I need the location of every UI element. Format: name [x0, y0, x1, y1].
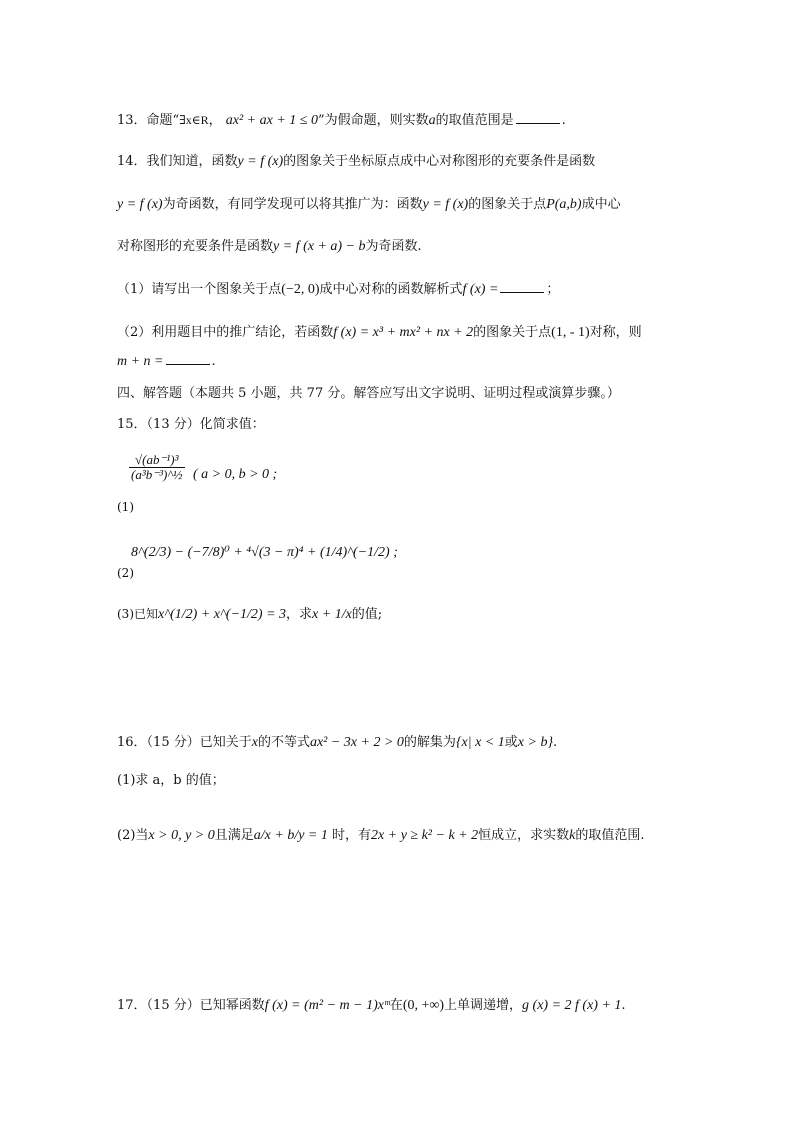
question-14-line-1: 14．我们知道，函数y = f (x)的图象关于坐标原点成中心对称图形的充要条件是函数 [117, 154, 596, 169]
answer-blank [500, 280, 544, 293]
question-15-part-3: (3)已知x^(1/2) + x^(−1/2) = 3，求x + 1/x的值; [117, 607, 383, 622]
answer-blank [516, 111, 560, 124]
question-14-part-2-answer: m + n = . [117, 354, 216, 369]
question-14-line-2: y = f (x)为奇函数，有同学发现可以将其推广为：函数y = f (x)的图象关于点P(a,b)成中心 [117, 197, 621, 212]
question-14-part-1: （1）请写出一个图象关于点(−2, 0)成中心对称的函数解析式f (x) = ； [117, 282, 560, 297]
answer-blank [166, 352, 210, 365]
question-14-line-3: 对称图形的充要条件是函数y = f (x + a) − b为奇函数. [117, 239, 422, 254]
question-16-heading: 16．（15 分）已知关于x的不等式ax² − 3x + 2 > 0的解集为{x| x < 1或x > b}. [117, 735, 558, 750]
section-heading: 四、解答题（本题共 5 小题，共 77 分。解答应写出文字说明、证明过程或演算步骤。） [117, 386, 620, 401]
question-16-part-1: (1)求 a，b 的值； [117, 773, 225, 788]
question-13: 13．命题“∃x∈R， ax² + ax + 1 ≤ 0”为假命题，则实数a的取值范围是 . [117, 113, 566, 128]
question-17-heading: 17．（15 分）已知幂函数f (x) = (m² − m − 1)xᵐ在(0, +∞)上单调递增，g (x) = 2 f (x) + 1. [117, 998, 626, 1013]
question-15-heading: 15．（13 分）化简求值： [117, 417, 265, 432]
question-14-part-2: （2）利用题目中的推广结论，若函数f (x) = x³ + mx² + nx + 2的图象关于点(1, - 1)对称，则 [117, 325, 642, 340]
question-16-part-2: (2)当x > 0, y > 0且满足a/x + b/y = 1 时，有2x + y ≥ k² − k + 2恒成立，求实数k的取值范围. [117, 828, 645, 843]
fraction: $\frac{\text{√(ab⁻¹)³}}{\text{(a³b⁻³)\textasciicircum{}½}}$ [131, 452, 183, 482]
